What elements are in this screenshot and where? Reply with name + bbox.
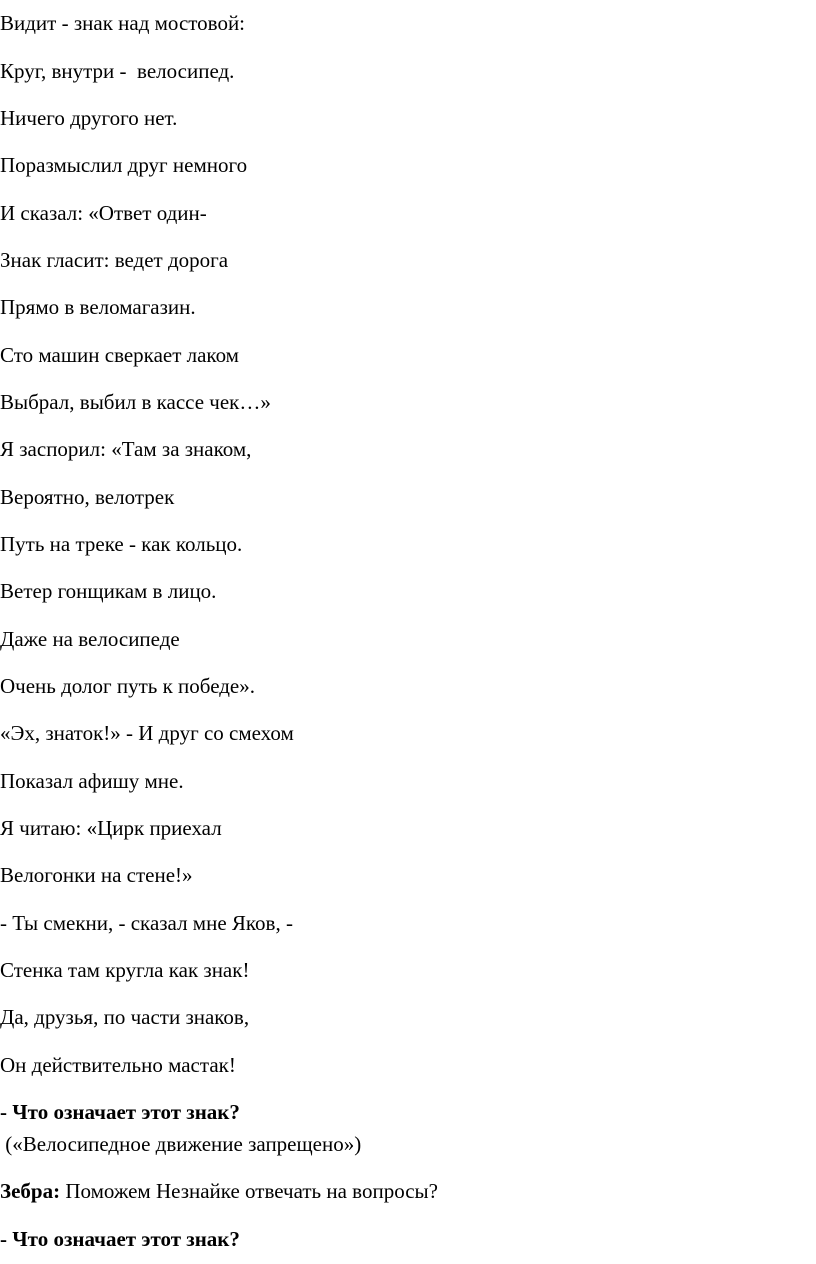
poem-line: Показал афишу мне. <box>0 769 184 793</box>
dialogue-line <box>0 1178 438 1204</box>
poem-line: Да, друзья, по части знаков, <box>0 1005 250 1029</box>
poem-line: Круг, внутри - велосипед. <box>0 59 235 83</box>
poem-line: Прямо в веломагазин. <box>0 295 196 319</box>
poem-line: Вероятно, велотрек <box>0 485 175 509</box>
poem-line: Я заспорил: «Там за знаком, <box>0 437 252 461</box>
poem-line: Видит - знак над мостовой: <box>0 11 246 35</box>
speaker-label: Зебра: <box>0 1179 61 1203</box>
poem-line: Путь на треке - как кольцо. <box>0 532 243 556</box>
poem-line: И сказал: «Ответ один- <box>0 201 207 225</box>
poem-line: Сто машин сверкает лаком <box>0 343 239 367</box>
poem-line: «Эх, знаток!» - И друг со смехом <box>0 721 294 745</box>
poem-line: Ничего другого нет. <box>0 106 178 130</box>
poem-line: Ветер гонщикам в лицо. <box>0 579 217 603</box>
poem-line: Очень долог путь к победе». <box>0 674 256 698</box>
poem-line: Велогонки на стене!» <box>0 863 193 887</box>
speaker-text: Поможем Незнайке отвечать на вопросы? <box>60 1179 438 1203</box>
poem-line: Он действительно мастак! <box>0 1053 236 1077</box>
poem-line: Стенка там кругла как знак! <box>0 958 250 982</box>
poem-line: Даже на велосипеде <box>0 627 180 651</box>
poem-line: Поразмыслил друг немного <box>0 153 248 177</box>
poem-line: - Ты смекни, - сказал мне Яков, - <box>0 911 293 935</box>
question-line: - Что означает этот знак? <box>0 1100 240 1124</box>
poem-line: Выбрал, выбил в кассе чек…» <box>0 390 271 414</box>
answer-line: («Велосипедное движение запрещено») <box>0 1132 362 1156</box>
poem-line: Я читаю: «Цирк приехал <box>0 816 222 840</box>
poem-line: Знак гласит: ведет дорога <box>0 248 229 272</box>
question-line: - Что означает этот знак? <box>0 1227 240 1251</box>
